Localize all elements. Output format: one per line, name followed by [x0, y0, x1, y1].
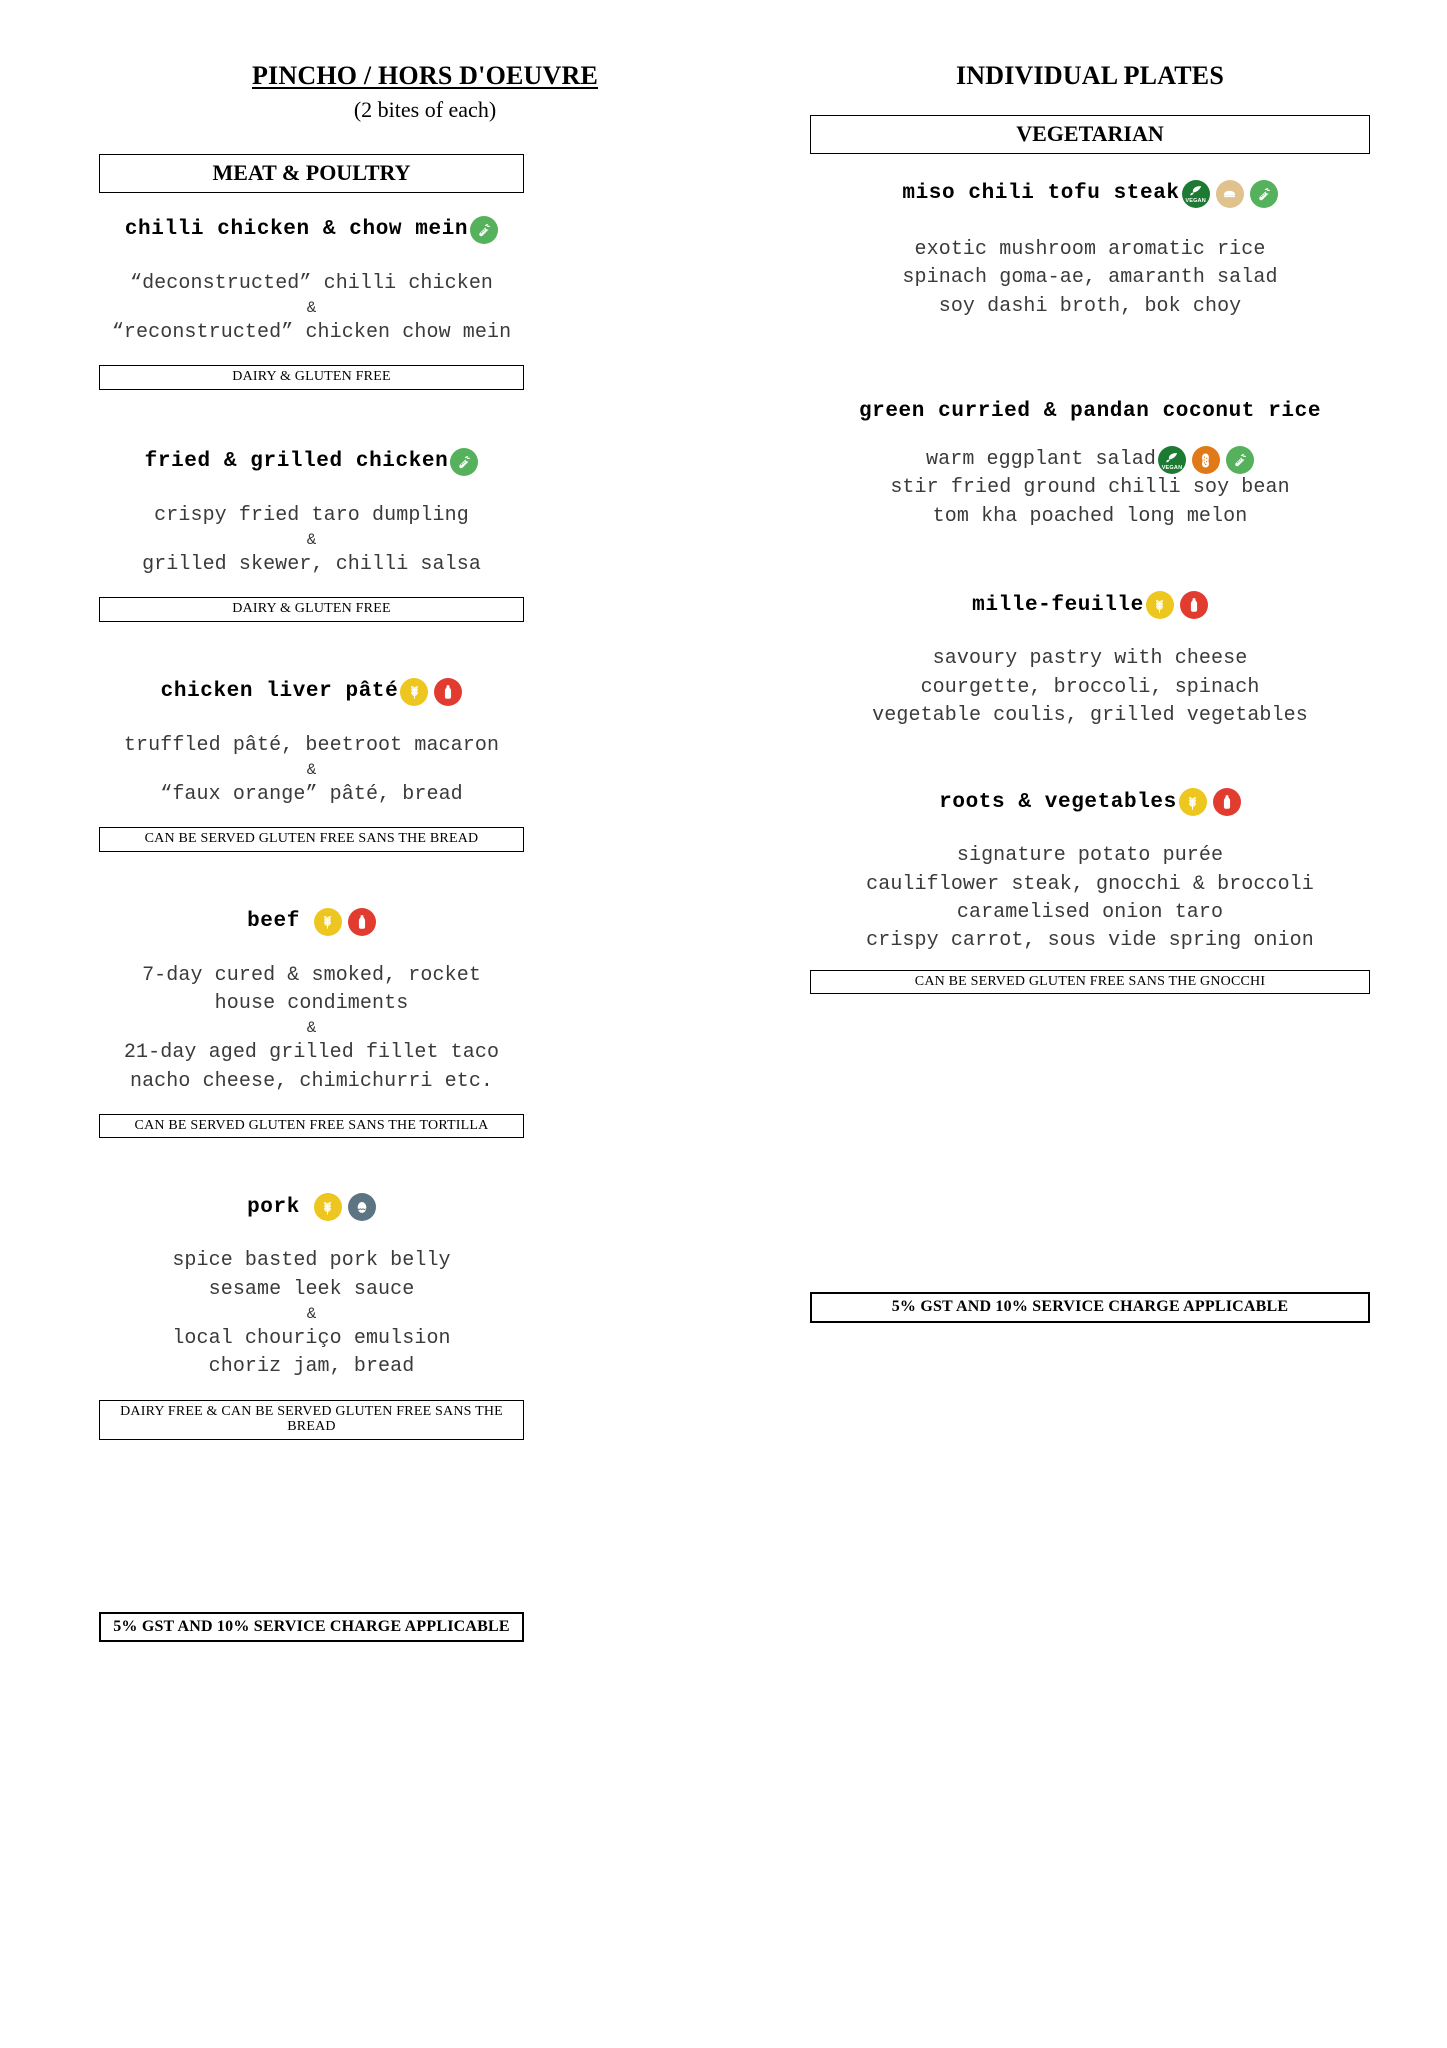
- dish-name-row: [810, 591, 1370, 619]
- dish-description-line: &: [306, 531, 317, 550]
- dish-description-line: &: [306, 1305, 317, 1324]
- allergen-icons: [400, 678, 462, 706]
- dish-chilli-chicken: [99, 216, 524, 390]
- vegan-icon: [1158, 446, 1186, 474]
- dish-name: chicken liver pâté: [160, 680, 399, 704]
- dish-name: miso chili tofu steak: [902, 182, 1180, 206]
- dish-description-line: nacho cheese, chimichurri etc.: [129, 1069, 494, 1093]
- dish-beef: [99, 908, 524, 1139]
- left-footer-note: 5% GST AND 10% SERVICE CHARGE APPLICABLE: [99, 1612, 524, 1643]
- right-column: [800, 0, 1400, 2048]
- dairy-icon: [1180, 591, 1208, 619]
- left-column-subtitle: (2 bites of each): [353, 96, 497, 122]
- dish-description-line: &: [306, 299, 317, 318]
- dish-description-line: signature potato purée: [956, 844, 1224, 868]
- dish-description-line: exotic mushroom aromatic rice: [914, 237, 1266, 261]
- vegan-icon: [1182, 180, 1210, 208]
- allergen-icons: [314, 908, 376, 936]
- sprout-icon: [450, 448, 478, 476]
- dish-description-line: crispy fried taro dumpling: [154, 503, 469, 527]
- sprout-icon: [470, 216, 498, 244]
- dish-description-line: local chouriço emulsion: [172, 1327, 451, 1351]
- dish-description-line: stir fried ground chilli soy bean: [890, 476, 1290, 500]
- dairy-icon: [434, 678, 462, 706]
- dish-roots-vegetables: [810, 788, 1370, 994]
- allergen-icons: [1182, 180, 1278, 208]
- gluten-icon: [1146, 591, 1174, 619]
- dish-description-line: spice basted pork belly: [172, 1249, 451, 1273]
- dish-description-line: crispy carrot, sous vide spring onion: [866, 929, 1314, 953]
- vegan-label: VEGAN: [1161, 464, 1183, 471]
- dish-caption: CAN BE SERVED GLUTEN FREE SANS THE GNOCCHI: [810, 970, 1370, 994]
- dish-name: pork: [247, 1195, 300, 1219]
- gluten-icon: [314, 908, 342, 936]
- allergen-icons: [1146, 591, 1208, 619]
- section-banner-meat-poultry: MEAT & POULTRY: [99, 154, 524, 193]
- dish-description-line: &: [306, 761, 317, 780]
- dish-chicken-liver-pate: [99, 678, 524, 852]
- dish-description-line: 21-day aged grilled fillet taco: [123, 1041, 500, 1065]
- dish-name: beef: [247, 910, 300, 934]
- dish-description-line: tom kha poached long melon: [932, 504, 1248, 528]
- dish-description-line: savoury pastry with cheese: [932, 647, 1248, 671]
- dish-description-line: 7-day cured & smoked, rocket: [142, 963, 481, 987]
- dish-description-line: courgette, broccoli, spinach: [920, 675, 1260, 699]
- dish-description-with-icons: [810, 446, 1370, 474]
- dish-name: fried & grilled chicken: [144, 450, 449, 474]
- dish-name: mille-feuille: [972, 593, 1144, 617]
- egg-icon: [348, 1193, 376, 1221]
- vegan-label: VEGAN: [1185, 198, 1206, 205]
- dairy-icon: [1213, 788, 1241, 816]
- dish-name-row: [99, 678, 524, 706]
- dish-description-line: cauliflower steak, gnocchi & broccoli: [866, 872, 1314, 896]
- dish-caption: DAIRY FREE & CAN BE SERVED GLUTEN FREE SANS THE BREAD: [99, 1400, 524, 1440]
- dairy-icon: [348, 908, 376, 936]
- gluten-icon: [400, 678, 428, 706]
- dish-description-line: vegetable coulis, grilled vegetables: [872, 703, 1308, 727]
- dish-caption: CAN BE SERVED GLUTEN FREE SANS THE TORTILLA: [99, 1114, 524, 1138]
- section-banner-vegetarian: VEGETARIAN: [810, 115, 1370, 154]
- dish-description-line: grilled skewer, chilli salsa: [142, 552, 481, 576]
- right-footer-note: 5% GST AND 10% SERVICE CHARGE APPLICABLE: [810, 1292, 1370, 1323]
- dish-caption: CAN BE SERVED GLUTEN FREE SANS THE BREAD: [99, 827, 524, 851]
- dish-name-row: [99, 908, 524, 936]
- dish-description-line: sesame leek sauce: [208, 1277, 415, 1301]
- nuts-icon: [1192, 446, 1220, 474]
- gluten-icon: [314, 1193, 342, 1221]
- allergen-icons: [1179, 788, 1241, 816]
- sprout-icon: [1226, 446, 1254, 474]
- dish-description-line: choriz jam, bread: [208, 1355, 415, 1379]
- allergen-icons: [470, 216, 498, 244]
- dish-description-line: spinach goma-ae, amaranth salad: [902, 266, 1278, 290]
- dish-description-line: house condiments: [214, 992, 409, 1016]
- dish-name-row: [810, 788, 1370, 816]
- dish-description-line: soy dashi broth, bok choy: [938, 294, 1242, 318]
- dish-description-line: “faux orange” pâté, bread: [160, 782, 463, 806]
- right-column-title: INDIVIDUAL PLATES: [955, 61, 1225, 90]
- allergen-icons: [1158, 446, 1254, 474]
- dish-green-curried-pandan-coconut-rice: [810, 401, 1370, 531]
- dish-name-row: [99, 1193, 524, 1221]
- allergen-icons: [314, 1193, 376, 1221]
- dish-name: chilli chicken & chow mein: [124, 218, 469, 242]
- dish-name: roots & vegetables: [939, 790, 1177, 814]
- dish-name: green curried & pandan coconut rice: [858, 399, 1322, 423]
- gluten-icon: [1179, 788, 1207, 816]
- dish-name-row: [810, 180, 1370, 208]
- dish-name-row: [99, 448, 524, 476]
- dish-description-line: warm eggplant salad: [926, 447, 1156, 471]
- bread-icon: [1216, 180, 1244, 208]
- left-column: [95, 0, 755, 2048]
- dish-description-line: “deconstructed” chilli chicken: [129, 271, 494, 295]
- dish-fried-grilled-chicken: [99, 448, 524, 622]
- sprout-icon: [1250, 180, 1278, 208]
- dish-caption: DAIRY & GLUTEN FREE: [99, 597, 524, 621]
- dish-name-row: [99, 216, 524, 244]
- dish-description-line: “reconstructed” chicken chow mein: [111, 320, 512, 344]
- dish-caption: DAIRY & GLUTEN FREE: [99, 365, 524, 389]
- dish-description-line: caramelised onion taro: [956, 901, 1224, 925]
- dish-miso-chili-tofu-steak: [810, 180, 1370, 321]
- dish-name-row: [810, 401, 1370, 422]
- dish-mille-feuille: [810, 591, 1370, 730]
- dish-description-line: truffled pâté, beetroot macaron: [123, 733, 500, 757]
- allergen-icons: [450, 448, 478, 476]
- dish-pork: [99, 1193, 524, 1439]
- dish-description-line: &: [306, 1019, 317, 1038]
- left-column-title: PINCHO / HORS D'OEUVRE: [251, 61, 599, 90]
